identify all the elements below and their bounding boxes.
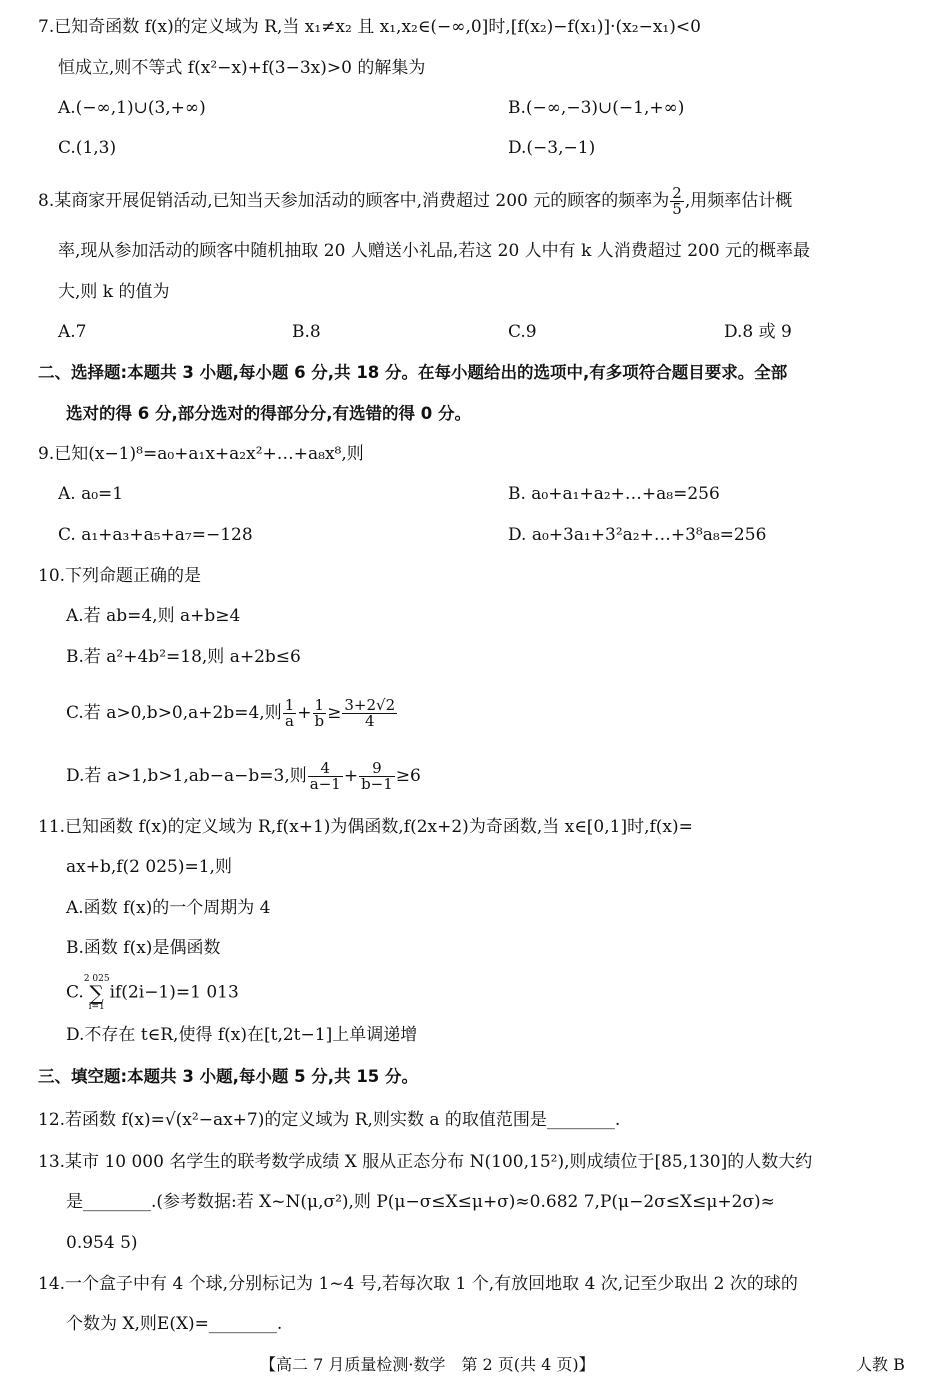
q10-option-a: A.若 ab=4,则 a+b≥4	[66, 606, 241, 626]
q11-option-a: A.函数 f(x)的一个周期为 4	[66, 898, 271, 918]
q13-stem-line1: 13.某市 10 000 名学生的联考数学成绩 X 服从正态分布 N(100,15²),则成绩位于[85,130]的人数大约	[38, 1152, 813, 1172]
q11-option-c-label: C.	[66, 982, 84, 1003]
q10-c-fraction-1-num: 1	[284, 696, 295, 714]
q10-c-fraction-3-den: 4	[364, 712, 375, 730]
q10-c-fraction-1	[283, 698, 297, 729]
q10-option-c-text: C.若 a>0,b>0,a+2b=4,则	[66, 703, 282, 723]
q10-d-fraction-1	[308, 761, 343, 792]
q7-stem-line1: 7.已知奇函数 f(x)的定义域为 R,当 x₁≠x₂ 且 x₁,x₂∈(−∞,0]时,[f(x₂)−f(x₁)]·(x₂−x₁)<0	[38, 17, 701, 37]
q9-option-a: A. a₀=1	[58, 484, 124, 504]
q10-c-fraction-2-num: 1	[313, 698, 327, 714]
q10-c-ge: ≥	[327, 703, 342, 723]
q11-option-c	[66, 974, 239, 1012]
q10-option-b: B.若 a²+4b²=18,则 a+2b≤6	[66, 647, 301, 667]
q14-stem-line1: 14.一个盒子中有 4 个球,分别标记为 1~4 号,若每次取 1 个,有放回地取 4 次,记至少取出 2 次的球的	[38, 1274, 798, 1294]
q13-stem-line2: 是________.(参考数据:若 X~N(μ,σ²),则 P(μ−σ≤X≤μ+σ)≈0.682 7,P(μ−2σ≤X≤μ+2σ)≈	[66, 1192, 775, 1212]
q7-option-d: D.(−3,−1)	[508, 138, 596, 158]
q9-stem: 9.已知(x−1)⁸=a₀+a₁x+a₂x²+…+a₈x⁸,则	[38, 444, 364, 464]
q10-d-fraction-2	[359, 761, 395, 792]
q11-stem-line2: ax+b,f(2 025)=1,则	[66, 857, 232, 877]
q10-d-fraction-1-num: 4	[308, 761, 343, 777]
q11-summation-top: 2 025	[83, 974, 110, 984]
q11-summation	[84, 974, 110, 1012]
q8-option-a: A.7	[58, 322, 87, 342]
q10-c-fraction-1-den: a	[285, 712, 294, 730]
q14-stem-line2: 个数为 X,则E(X)=________.	[66, 1314, 283, 1334]
edition-label: 人教 B	[856, 1355, 905, 1374]
q13-stem-line3: 0.954 5)	[66, 1233, 138, 1253]
section3-heading: 三、填空题:本题共 3 小题,每小题 5 分,共 15 分。	[38, 1067, 419, 1086]
q8-stem-line1-a: 8.某商家开展促销活动,已知当天参加活动的顾客中,消费超过 200 元的顾客的频率为	[38, 191, 670, 211]
q10-c-fraction-2	[313, 698, 327, 729]
q10-d-fraction-2-den: b−1	[361, 775, 393, 793]
q10-c-fraction-3	[342, 698, 397, 729]
section2-heading-line2: 选对的得 6 分,部分选对的得部分分,有选错的得 0 分。	[66, 404, 471, 423]
q8-option-c: C.9	[508, 322, 537, 342]
q8-fraction-den: 5	[672, 200, 682, 218]
q10-c-fraction-3-num: 3+2√2	[344, 696, 396, 714]
q11-summation-sym: ∑	[89, 981, 104, 1005]
q8-stem-line2: 率,现从参加活动的顾客中随机抽取 20 人赠送小礼品,若这 20 人中有 k 人消费超过 200 元的概率最	[58, 241, 811, 261]
q8-stem-line1	[38, 186, 792, 217]
q10-d-post: ≥6	[395, 766, 421, 786]
q7-option-c: C.(1,3)	[58, 138, 117, 158]
q10-option-d	[66, 761, 421, 792]
q10-c-fraction-2-den: b	[314, 712, 325, 730]
q10-d-fraction-2-num: 9	[359, 761, 395, 777]
q10-option-c	[66, 698, 398, 729]
q10-stem: 10.下列命题正确的是	[38, 566, 202, 586]
q10-c-plus: +	[297, 703, 312, 723]
section2-heading-line1: 二、选择题:本题共 3 小题,每小题 6 分,共 18 分。在每小题给出的选项中,有多项符合题目要求。全部	[38, 363, 788, 382]
q12-stem: 12.若函数 f(x)=√(x²−ax+7)的定义域为 R,则实数 a 的取值范围是________.	[38, 1110, 621, 1130]
q11-summation-bottom: i=1	[88, 1002, 105, 1012]
q8-option-b: B.8	[292, 322, 321, 342]
q10-d-fraction-1-den: a−1	[309, 775, 341, 793]
q9-option-b: B. a₀+a₁+a₂+…+a₈=256	[508, 484, 720, 504]
q11-option-b: B.函数 f(x)是偶函数	[66, 938, 221, 958]
q7-option-a: A.(−∞,1)∪(3,+∞)	[58, 98, 206, 118]
q8-option-d: D.8 或 9	[724, 322, 792, 342]
q8-stem-line3: 大,则 k 的值为	[58, 282, 170, 302]
q9-option-c: C. a₁+a₃+a₅+a₇=−128	[58, 525, 253, 545]
q11-option-d: D.不存在 t∈R,使得 f(x)在[t,2t−1]上单调递增	[66, 1025, 418, 1045]
q8-fraction-num: 2	[672, 184, 682, 202]
q7-option-b: B.(−∞,−3)∪(−1,+∞)	[508, 98, 685, 118]
q8-stem-line1-b: ,用频率估计概	[684, 191, 793, 211]
q10-d-plus: +	[343, 766, 359, 786]
q11-option-c-expr: if(2i−1)=1 013	[109, 982, 239, 1003]
q7-stem-line2: 恒成立,则不等式 f(x²−x)+f(3−3x)>0 的解集为	[58, 58, 426, 78]
q10-option-d-text: D.若 a>1,b>1,ab−a−b=3,则	[66, 766, 307, 786]
q11-stem-line1: 11.已知函数 f(x)的定义域为 R,f(x+1)为偶函数,f(2x+2)为奇函数,当 x∈[0,1]时,f(x)=	[38, 817, 693, 837]
q9-option-d: D. a₀+3a₁+3²a₂+…+3⁸a₈=256	[508, 525, 767, 545]
q8-fraction	[670, 186, 684, 217]
page-footer: 【高二 7 月质量检测·数学 第 2 页(共 4 页)】	[260, 1355, 595, 1374]
